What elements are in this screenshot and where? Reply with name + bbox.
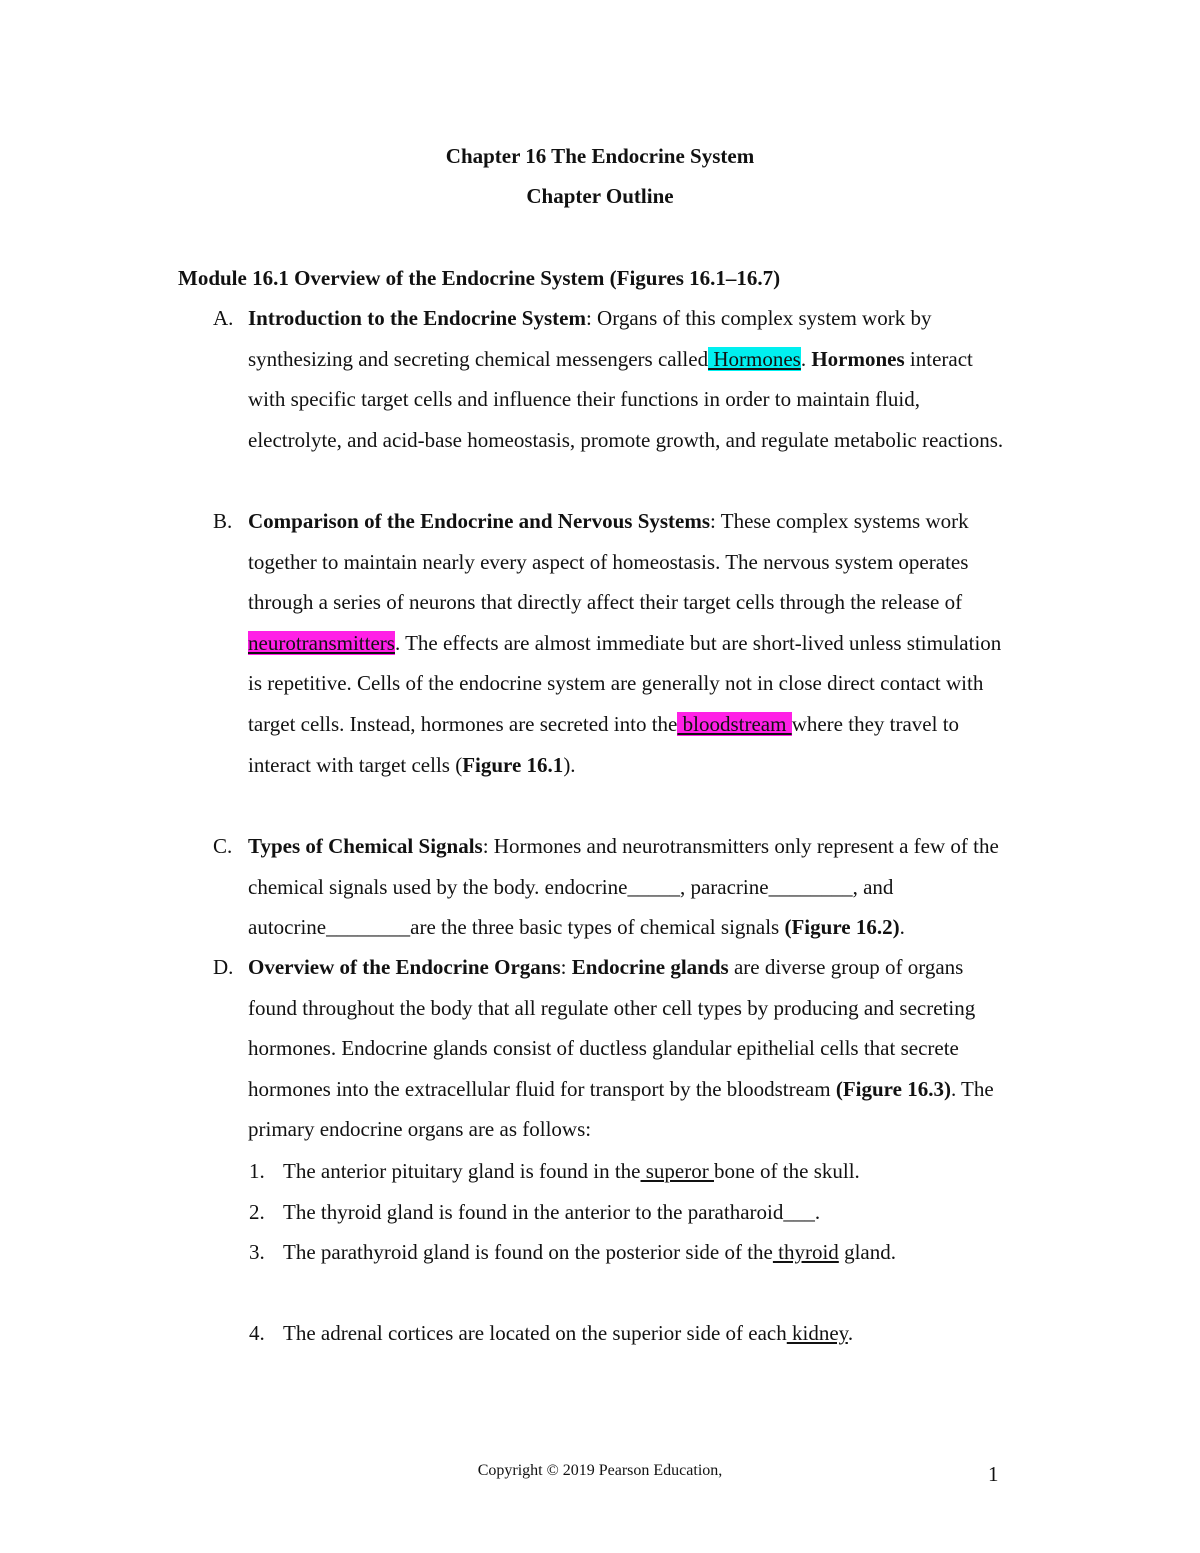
item-body [248,947,1013,1150]
item-label: A. [213,306,234,330]
numbered-item-body [283,1232,923,1273]
figure-reference: (Figure 16.3) [835,1076,951,1101]
item-text: The adrenal cortices are located on the superior side of each [283,1321,787,1345]
item-text: are the three basic types of chemical signals [410,915,785,940]
item-body [248,298,1013,460]
fill-blank-bloodstream: bloodstream [677,711,792,736]
item-text: interact with specific target cells and influence their functions in order to maintain fluid, electrolyte, and acid-base homeostasis, promote growth, and regulate metabolic reactions. [248,346,1004,452]
item-label: C. [213,834,233,858]
fill-blank-answer: thyroid [772,1240,839,1264]
fill-blank-neurotransmitters: neurotransmitters [248,630,395,655]
outline-item-d [213,947,1013,1150]
item-text: : These complex systems work together to maintain nearly every aspect of homeostasis. The nervous system operates through a series of neurons that directly affect their target cells through the release of [248,509,969,615]
item-text: The thyroid gland is found in the anterior to the paratharoid [283,1200,784,1224]
outline-item-a [213,298,1013,460]
item-text: are diverse group of organs found throughout the body that all regulate other cell types by producing and secreting hormones. Endocrine glands consist of ductless glandular epithelial cells that secrete hormones into the extracellular fluid for transport by the bloodstream [248,955,976,1101]
figure-reference: Figure 16.1 [462,752,564,777]
item-body [248,826,1013,948]
item-text: , paracrine [679,874,769,899]
item-text: : Hormones and neurotransmitters only represent a few of the chemical signals used by the body. endocrine [248,834,999,899]
item-text: The anterior pituitary gland is found in the [283,1159,641,1183]
numbered-item-body [283,1151,1009,1192]
item-text: gland. [838,1240,896,1264]
item-text: , and autocrine [248,874,894,940]
item-heading: Types of Chemical Signals [248,834,483,858]
outline-item-c [213,826,1013,948]
fill-blank-answer: kidney [786,1321,848,1345]
page-number: 1 [988,1462,999,1486]
numbered-item-body [283,1313,1009,1354]
fill-blank-autocrine: ________ [326,915,411,940]
item-text: . The primary endocrine organs are as follows: [248,1076,994,1142]
number-label: 2. [249,1200,265,1224]
item-text: The parathyroid gland is found on the posterior side of the [283,1240,773,1264]
item-text: . [814,1200,821,1224]
number-label: 1. [249,1159,265,1183]
fill-blank-answer: superor [640,1159,714,1183]
module-heading: Module 16.1 Overview of the Endocrine System (Figures 16.1–16.7) [178,266,781,290]
item-text: . [800,346,812,371]
numbered-item-1 [249,1151,1009,1192]
numbered-item-3 [249,1232,1009,1273]
item-text: : Organs of this complex system work by synthesizing and secreting chemical messengers called [248,306,932,371]
fill-blank-paracrine: ________ [768,874,853,899]
fill-blank-endocrine: _____ [627,874,680,899]
item-text: ). [563,752,576,777]
numbered-item-body [283,1192,1009,1233]
item-text: . [899,915,905,940]
item-label: B. [213,509,233,533]
chapter-subtitle: Chapter Outline [526,184,674,208]
copyright-footer: Copyright © 2019 Pearson Education, [477,1462,723,1479]
item-heading: Overview of the Endocrine Organs [248,955,561,979]
number-label: 3. [249,1240,265,1264]
numbered-item-4 [249,1313,1009,1354]
item-text: . The effects are almost immediate but are short-lived unless stimulation is repetitive. Cells of the endocrine system are generally not in close direct contact with target cells. Instead, hormones are secreted into the [248,630,1002,736]
outline-item-b [213,501,1013,785]
bold-term: Endocrine glands [571,955,729,979]
item-body [248,501,1013,785]
item-text: : [560,955,572,979]
fill-blank-answer: ___ [783,1200,815,1224]
chapter-title: Chapter 16 The Endocrine System [445,144,755,168]
bold-term: Hormones [811,346,905,371]
fill-blank-hormones: Hormones [708,346,801,371]
figure-reference: (Figure 16.2) [784,915,900,940]
item-text: where they travel to interact with target cells ( [248,711,960,777]
item-label: D. [213,955,234,979]
item-text: . [847,1321,854,1345]
item-heading: Comparison of the Endocrine and Nervous Systems [248,509,711,533]
item-text: bone of the skull. [713,1159,860,1183]
item-heading: Introduction to the Endocrine System [248,306,586,330]
numbered-item-2 [249,1192,1009,1233]
number-label: 4. [249,1321,265,1345]
